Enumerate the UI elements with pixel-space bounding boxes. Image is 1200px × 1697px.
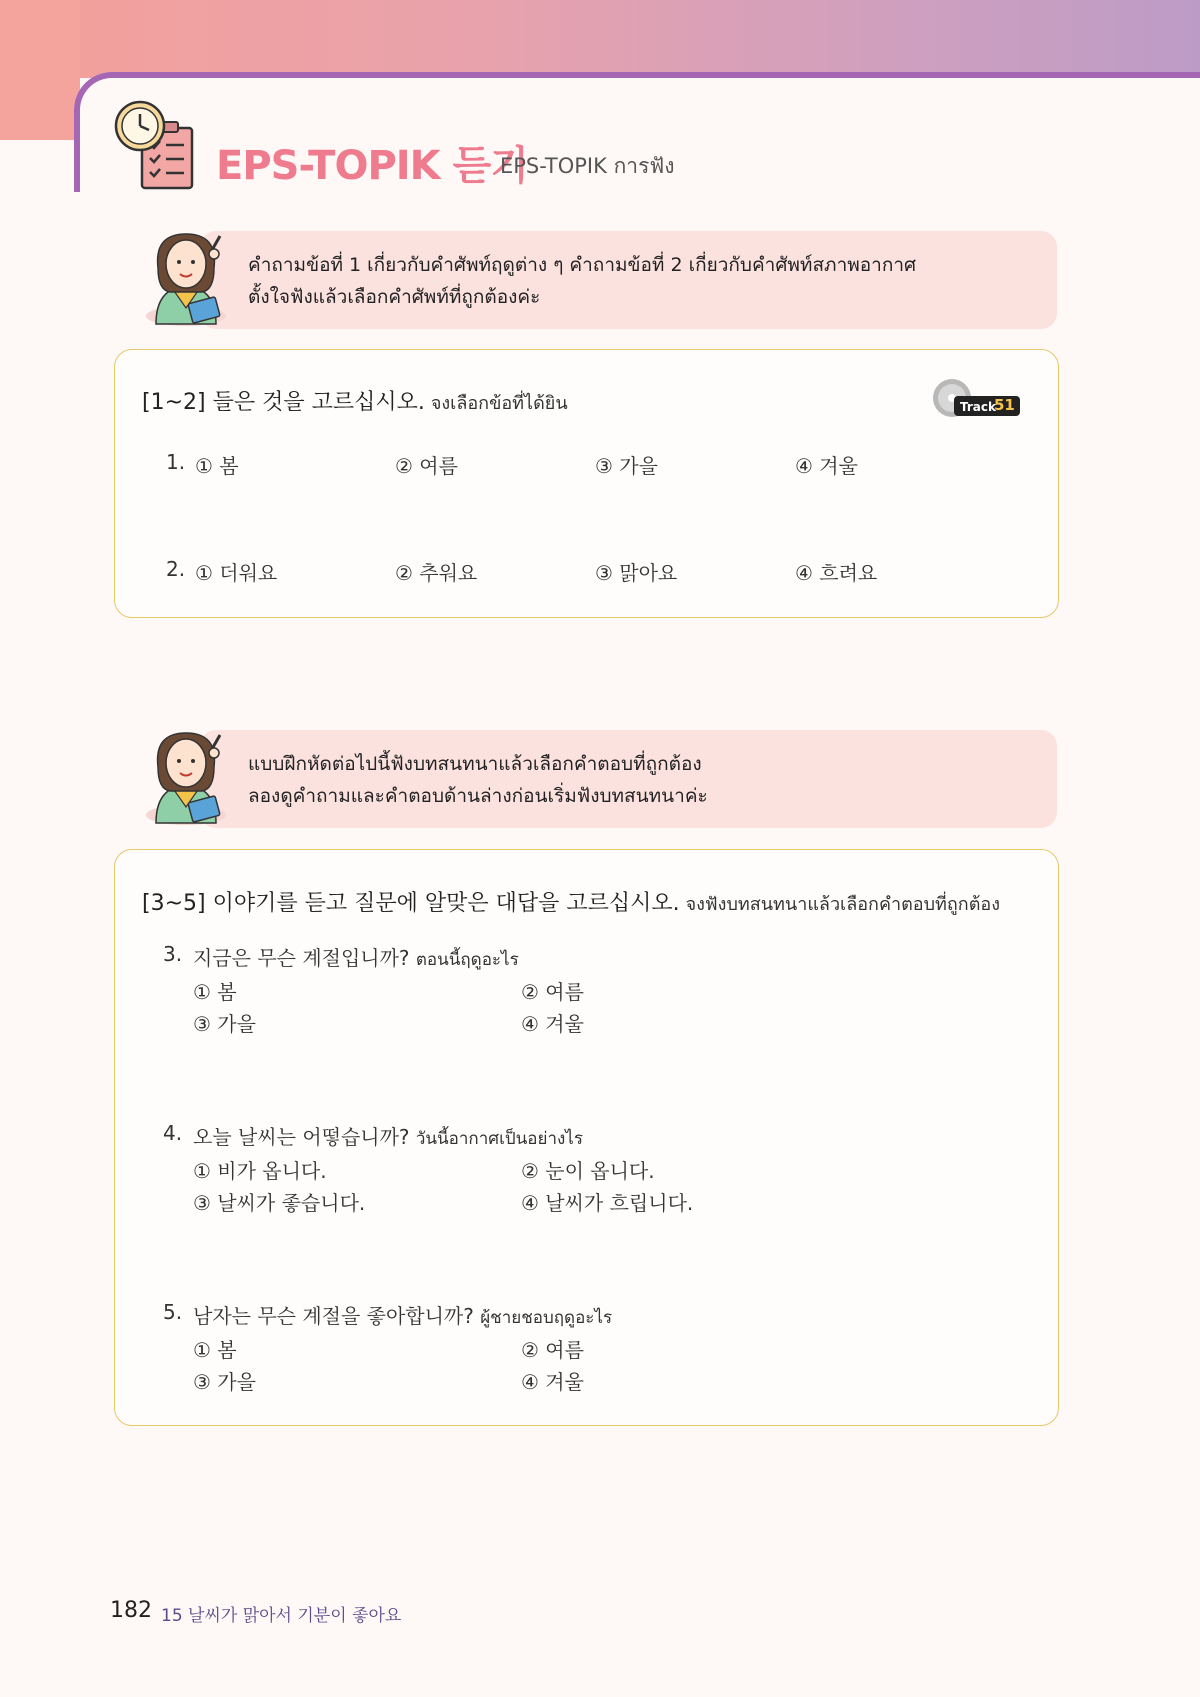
q4-question <box>193 1121 583 1152</box>
q1-number: 1. <box>166 450 186 474</box>
q3-option-1[interactable]: ① 봄 <box>193 980 237 1004</box>
track-label: Track <box>960 400 996 414</box>
q5-option-3[interactable]: ③ 가을 <box>193 1370 256 1394</box>
q4-question-th: วันนี้อากาศเป็นอย่างไร <box>415 1129 583 1149</box>
instruction-2-line-1: แบบฝึกหัดต่อไปนี้ฟังบทสนทนาแล้วเลือกคำตอบที่ถูกต้อง <box>248 753 702 775</box>
page-number: 182 <box>110 1598 152 1623</box>
q4-option-3[interactable]: ③ 날씨가 좋습니다. <box>193 1191 366 1215</box>
q4-option-2[interactable]: ② 눈이 옵니다. <box>521 1159 655 1183</box>
q2-option-4[interactable]: ④ 흐려요 <box>795 561 878 585</box>
q4-number: 4. <box>163 1121 183 1145</box>
section-2-heading-th: จงฟังบทสนทนาแล้วเลือกคำตอบที่ถูกต้อง <box>685 894 1000 915</box>
q3-question-th: ตอนนี้ฤดูอะไร <box>415 950 519 970</box>
q4-question-ko: 오늘 날씨는 어떻습니까? <box>193 1125 410 1149</box>
q3-option-2[interactable]: ② 여름 <box>521 980 584 1004</box>
q3-option-4[interactable]: ④ 겨울 <box>521 1012 584 1036</box>
section-1-heading <box>142 385 568 417</box>
q2-number: 2. <box>166 557 186 581</box>
instruction-banner-2 <box>200 730 1057 828</box>
q2-option-3[interactable]: ③ 맑아요 <box>595 561 678 585</box>
q1-option-4[interactable]: ④ 겨울 <box>795 454 858 478</box>
q5-question-ko: 남자는 무슨 계절을 좋아합니까? <box>193 1304 474 1328</box>
q3-question-ko: 지금은 무슨 계절입니까? <box>193 946 410 970</box>
chapter-title: 15 날씨가 맑아서 기분이 좋아요 <box>161 1606 402 1626</box>
q5-question-th: ผู้ชายชอบฤดูอะไร <box>480 1308 613 1328</box>
section-2-heading <box>142 886 1000 918</box>
clock-checklist-icon <box>112 98 196 192</box>
q1-option-1[interactable]: ① 봄 <box>195 454 239 478</box>
q2-option-2[interactable]: ② 추워요 <box>395 561 478 585</box>
q1-option-2[interactable]: ② 여름 <box>395 454 458 478</box>
q3-question <box>193 942 519 973</box>
q3-number: 3. <box>163 942 183 966</box>
page-title: EPS-TOPIK 듣기 <box>216 143 528 189</box>
q4-option-4[interactable]: ④ 날씨가 흐립니다. <box>521 1191 694 1215</box>
section-2-heading-ko: [3~5] 이야기를 듣고 질문에 알맞은 대답을 고르십시오. <box>142 891 680 916</box>
q5-option-1[interactable]: ① 봄 <box>193 1338 237 1362</box>
q1-option-3[interactable]: ③ 가을 <box>595 454 658 478</box>
q2-option-1[interactable]: ① 더워요 <box>195 561 278 585</box>
instruction-banner-1 <box>200 231 1057 329</box>
instruction-1-line-1: คำถามข้อที่ 1 เกี่ยวกับคำศัพท์ฤดูต่าง ๆ คำถามข้อที่ 2 เกี่ยวกับคำศัพท์สภาพอากาศ <box>248 254 917 276</box>
q5-option-2[interactable]: ② 여름 <box>521 1338 584 1362</box>
q4-option-1[interactable]: ① 비가 옵니다. <box>193 1159 327 1183</box>
q5-question <box>193 1300 612 1331</box>
teacher-illustration-icon <box>142 228 238 328</box>
instruction-1-line-2: ตั้งใจฟังแล้วเลือกคำศัพท์ที่ถูกต้องค่ะ <box>248 286 541 308</box>
teacher-illustration-icon <box>142 727 238 827</box>
q3-option-3[interactable]: ③ 가을 <box>193 1012 256 1036</box>
q5-number: 5. <box>163 1300 183 1324</box>
top-left-accent-block <box>0 0 80 140</box>
section-1-heading-ko: [1~2] 들은 것을 고르십시오. <box>142 390 425 415</box>
track-number: 51 <box>994 396 1015 414</box>
q5-option-4[interactable]: ④ 겨울 <box>521 1370 584 1394</box>
section-1-heading-th: จงเลือกข้อที่ได้ยิน <box>430 393 568 414</box>
page-subtitle: EPS-TOPIK การฟัง <box>500 154 675 178</box>
top-gradient-band <box>0 0 1200 78</box>
instruction-2-line-2: ลองดูคำถามและคำตอบด้านล่างก่อนเริ่มฟังบทสนทนาค่ะ <box>248 785 708 807</box>
